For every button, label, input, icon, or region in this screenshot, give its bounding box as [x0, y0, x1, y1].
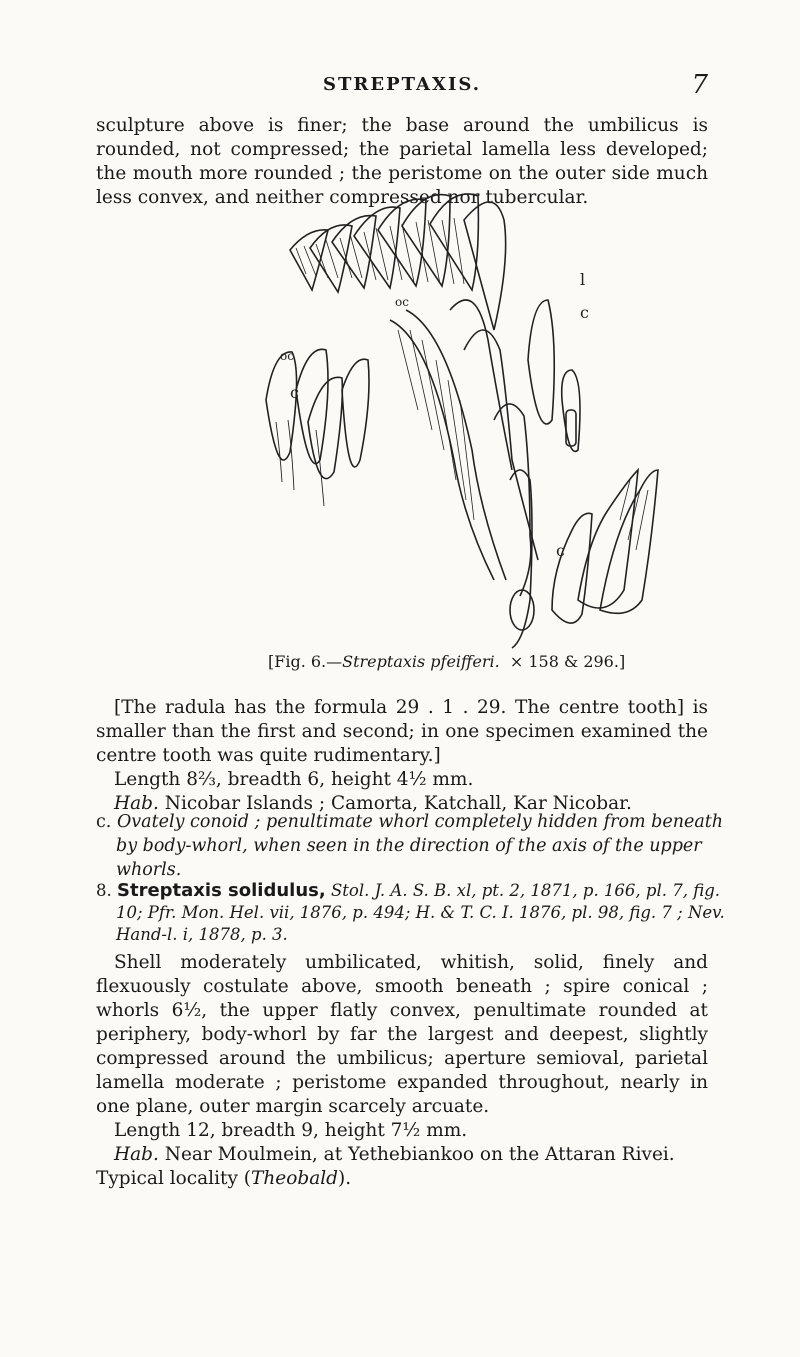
- typical-locality: [96, 1167, 708, 1191]
- radula-text: [The radula has the formula 29 . 1 . 29. The centre tooth] is smaller than the first and second; in one specimen examined the centre tooth was quite rudimentary.]: [96, 697, 708, 766]
- label-c-mid: c: [290, 383, 299, 402]
- label-oc-mid: oc: [395, 295, 409, 309]
- page-number: 7: [691, 70, 708, 100]
- caption-prefix: [Fig. 6.—: [268, 652, 343, 671]
- central-teeth: [390, 300, 538, 648]
- entry-number: 8.: [96, 881, 112, 900]
- hab-label: Hab.: [114, 793, 159, 814]
- paragraph-radula: [96, 696, 708, 816]
- paragraph-description: [96, 951, 708, 1191]
- section-c-heading: [96, 810, 728, 882]
- paragraph-sculpture: sculpture above is finer; the base around the umbilicus is rounded, not compressed; the parietal lamella less developed; the mouth more rounded ; the peristome on the outer side much less convex, and neither compressed nor tubercular.: [96, 115, 708, 208]
- running-head: STREPTAXIS.: [323, 74, 481, 95]
- species-name: Streptaxis solidulus,: [117, 880, 326, 901]
- measurements-text: Length 8⅔, breadth 6, height 4½ mm.: [114, 769, 474, 790]
- caption-species: Streptaxis pfeifferi.: [342, 652, 500, 671]
- typical-name: Theobald: [251, 1168, 338, 1189]
- hab-label-2: Hab.: [114, 1144, 159, 1165]
- description-text: Shell moderately umbilicated, whitish, solid, finely and flexuously costulate above, smooth beneath ; spire conical ; whorls 6½, the upper flatly convex, penultimate rounded at periphery, body-whorl by far the largest and deepest, slightly compressed around the umbilicus; aperture semioval, parietal lamella moderate ; peristome expanded throughout, nearly in one plane, outer margin scarcely arcuate.: [96, 952, 708, 1117]
- hab-text-2: Near Moulmein, at Yethebiankoo on the Attaran Rivei.: [164, 1144, 675, 1165]
- right-teeth: [528, 300, 658, 623]
- section-letter: c.: [96, 812, 112, 832]
- hab-text: Nicobar Islands ; Camorta, Katchall, Kar Nicobar.: [164, 793, 632, 814]
- typical-prefix: Typical locality (: [96, 1168, 252, 1189]
- typical-suffix: ).: [338, 1168, 352, 1189]
- upper-teeth-group: [290, 194, 506, 330]
- section-text: Ovately conoid ; penultimate whorl completely hidden from beneath by body-whorl, when seen in the direction of the axis of the upper whorls.: [116, 812, 724, 880]
- lower-left-teeth: [266, 349, 369, 506]
- label-oc-left: oc: [280, 349, 294, 363]
- species-refs: Stol. J. A. S. B. xl, pt. 2, 1871, p. 166, pl. 7, fig. 10; Pfr. Mon. Hel. vii, 1876, p. 494; H. & T. C. I. 1876, pl. 98, fig. 7 ; Nev. Hand-l. i, 1878, p. 3.: [116, 881, 725, 944]
- figure-caption: [268, 652, 625, 671]
- label-l: l: [580, 270, 586, 289]
- label-c-top: c: [580, 303, 589, 322]
- habitat-line-2: [96, 1143, 708, 1167]
- label-c-bottom: c: [556, 541, 565, 560]
- caption-suffix: × 158 & 296.]: [509, 652, 626, 671]
- measurements-text-2: Length 12, breadth 9, height 7½ mm.: [114, 1120, 468, 1141]
- species-entry: [96, 880, 728, 946]
- radula-illustration: [250, 190, 670, 650]
- radula-figure: [250, 190, 670, 650]
- page-header: [96, 70, 708, 104]
